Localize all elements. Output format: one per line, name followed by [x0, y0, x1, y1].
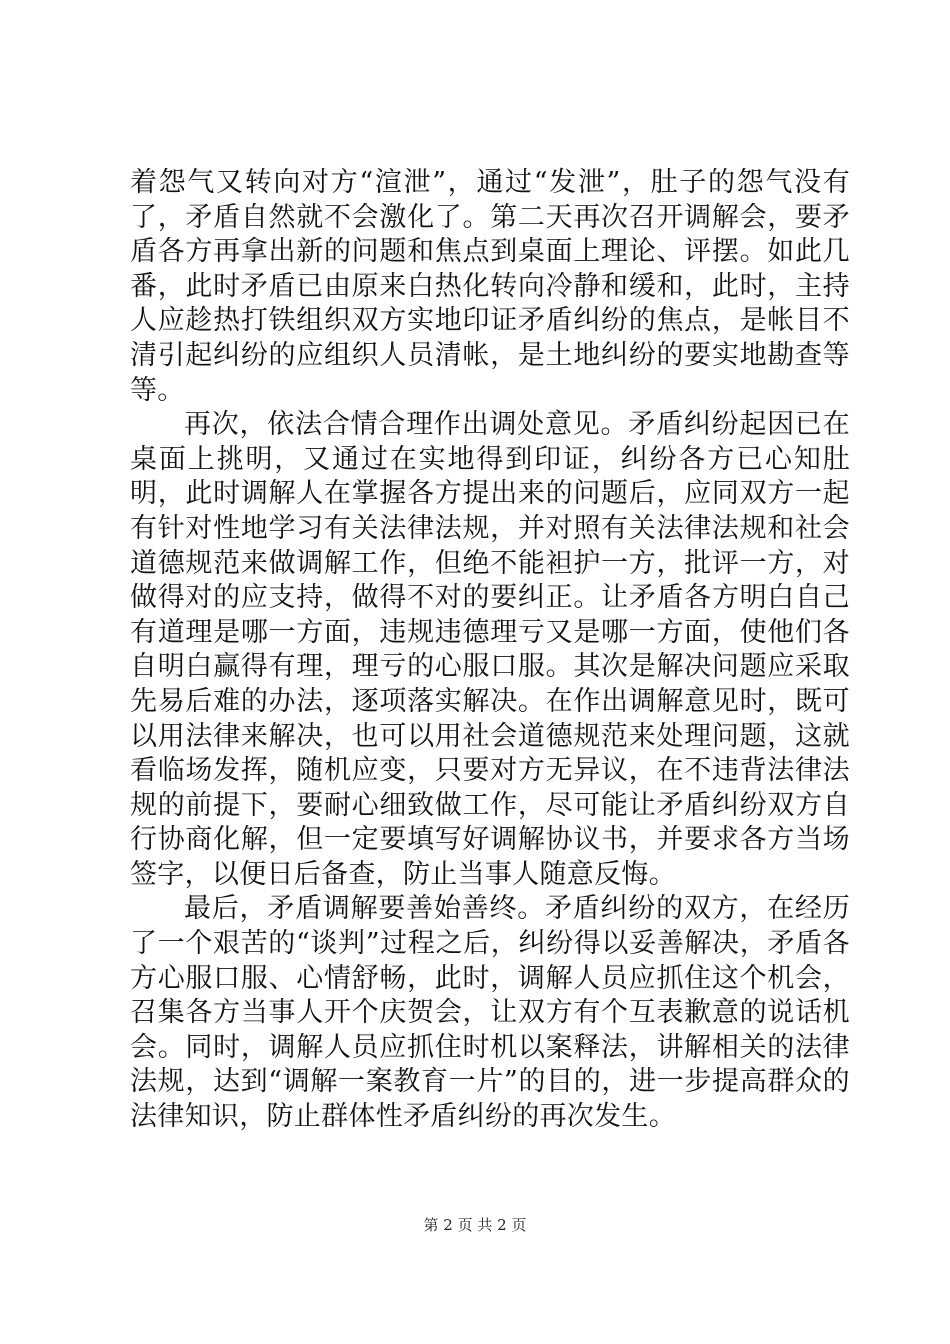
paragraph-continuation: 着怨气又转向对方“渲泄”，通过“发泄”，肚子的怨气没有了，矛盾自然就不会激化了。第二天再次召开调解会，要矛盾各方再拿出新的问题和焦点到桌面上理论、评摆。如此几番，此时矛盾已由原来白热化转向冷静和缓和，此时，主持人应趁热打铁组织双方实地印证矛盾纠纷的焦点，是帐目不清引起纠纷的应组织人员清帐，是土地纠纷的要实地勘查等等。: [130, 167, 850, 406]
paragraph-conclusion: 最后，矛盾调解要善始善终。矛盾纠纷的双方，在经历了一个艰苦的“谈判”过程之后，纠纷得以妥善解决，矛盾各方心服口服、心情舒畅，此时，调解人员应抓住这个机会，召集各方当事人开个庆贺会，让双方有个互表歉意的说话机会。同时，调解人员应抓住时机以案释法，讲解相关的法律法规，达到“调解一案教育一片”的目的，进一步提高群众的法律知识，防止群体性矛盾纠纷的再次发生。: [130, 893, 850, 1133]
document-body: [130, 166, 850, 1135]
paragraph-mediation-opinion: 再次，依法合情合理作出调处意见。矛盾纠纷起因已在桌面上挑明，又通过在实地得到印证，纠纷各方已心知肚明，此时调解人在掌握各方提出来的问题后，应同双方一起有针对性地学习有关法律法规，并对照有关法律法规和社会道德规范来做调解工作，但绝不能袒护一方，批评一方，对做得对的应支持，做得不对的要纠正。让矛盾各方明白自己有道理是哪一方面，违规违德理亏又是哪一方面，使他们各自明白赢得有理，理亏的心服口服。其次是解决问题应采取先易后难的办法，逐项落实解决。在作出调解意见时，既可以用法律来解决，也可以用社会道德规范来处理问题，这就看临场发挥，随机应变，只要对方无异议，在不违背法律法规的前提下，要耐心细致做工作，尽可能让矛盾纠纷双方自行协商化解，但一定要填写好调解协议书，并要求各方当场签字，以便日后备查，防止当事人随意反悔。: [130, 409, 850, 890]
page-number-footer: 第 2 页 共 2 页: [423, 1216, 527, 1234]
